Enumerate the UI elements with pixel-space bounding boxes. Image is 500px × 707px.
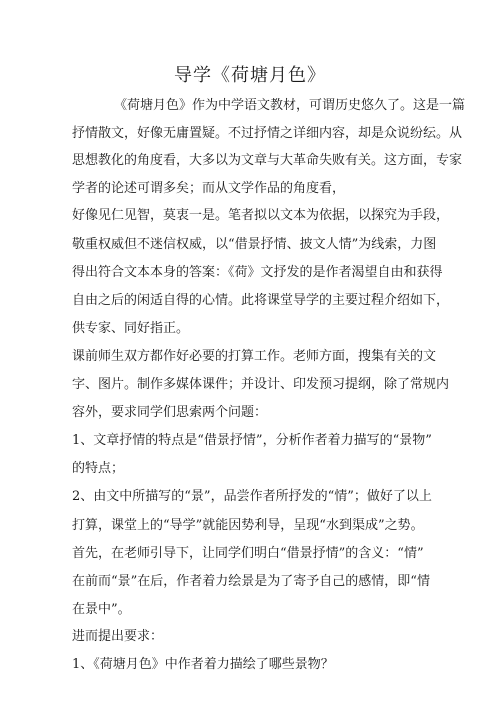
paragraph-line: 字、图片。制作多媒体课件；并设计、印发预习提纲，除了常规内 [72,377,450,392]
question-line: 1、文章抒情的特点是“借景抒情”，分析作者着力描写的“景物” [72,433,432,448]
question-line: 2、由文中所描写的“景”，品尝作者所抒发的“情”；做好了以上 [72,489,432,504]
paragraph-line: 学者的论述可谓多矣；而从文学作品的角度看， [72,181,346,196]
paragraph-line: 在景中”。 [72,602,131,617]
paragraph-line: 在前而“景”在后，作者着力绘景是为了寄予自己的感情，即“情 [72,574,430,589]
question-line: 的特点； [72,461,125,476]
paragraph-line: 敬重权威但不迷信权威，以“借景抒情、披文人情”为线索，力图 [72,237,437,252]
paragraph-line: 供专家、同好指正。 [72,321,190,336]
paragraph-line: 好像见仁见智，莫衷一是。笔者拟以文本为依据，以探究为手段， [72,208,450,223]
paragraph-line: 打算，课堂上的“导学”就能因势利导，呈现“水到渠成”之势。 [72,518,424,533]
paragraph-line: 课前师生双方都作好必要的打算工作。老师方面，搜集有关的文 [72,349,437,364]
document-title: 导学《荷塘月色》 [174,65,326,86]
paragraph-line: 首先，在老师引导下，让同学们明白“借景抒情”的含义：“情” [72,546,424,561]
paragraph-line: 得出符合文本本身的答案：《荷》文抒发的是作者渴望自由和获得 [72,265,443,280]
paragraph-line: 容外，要求同学们思索两个问题： [72,405,268,420]
paragraph-line: 思想教化的角度看，大多以为文章与大革命失败有关。这方面，专家 [72,153,463,168]
question-line: 1、《荷塘月色》中作者着力描绘了哪些景物？ [72,657,334,672]
paragraph-line: 自由之后的闲适自得的心情。此将课堂导学的主要过程介绍如下， [72,293,450,308]
paragraph-line: 抒情散文，好像无庸置疑。不过抒情之详细内容，却是众说纷纭。从 [72,126,463,141]
paragraph-line: 进而提出要求： [72,629,164,644]
paragraph-line: 《荷塘月色》作为中学语文教材，可谓历史悠久了。这是一篇 [114,98,466,113]
